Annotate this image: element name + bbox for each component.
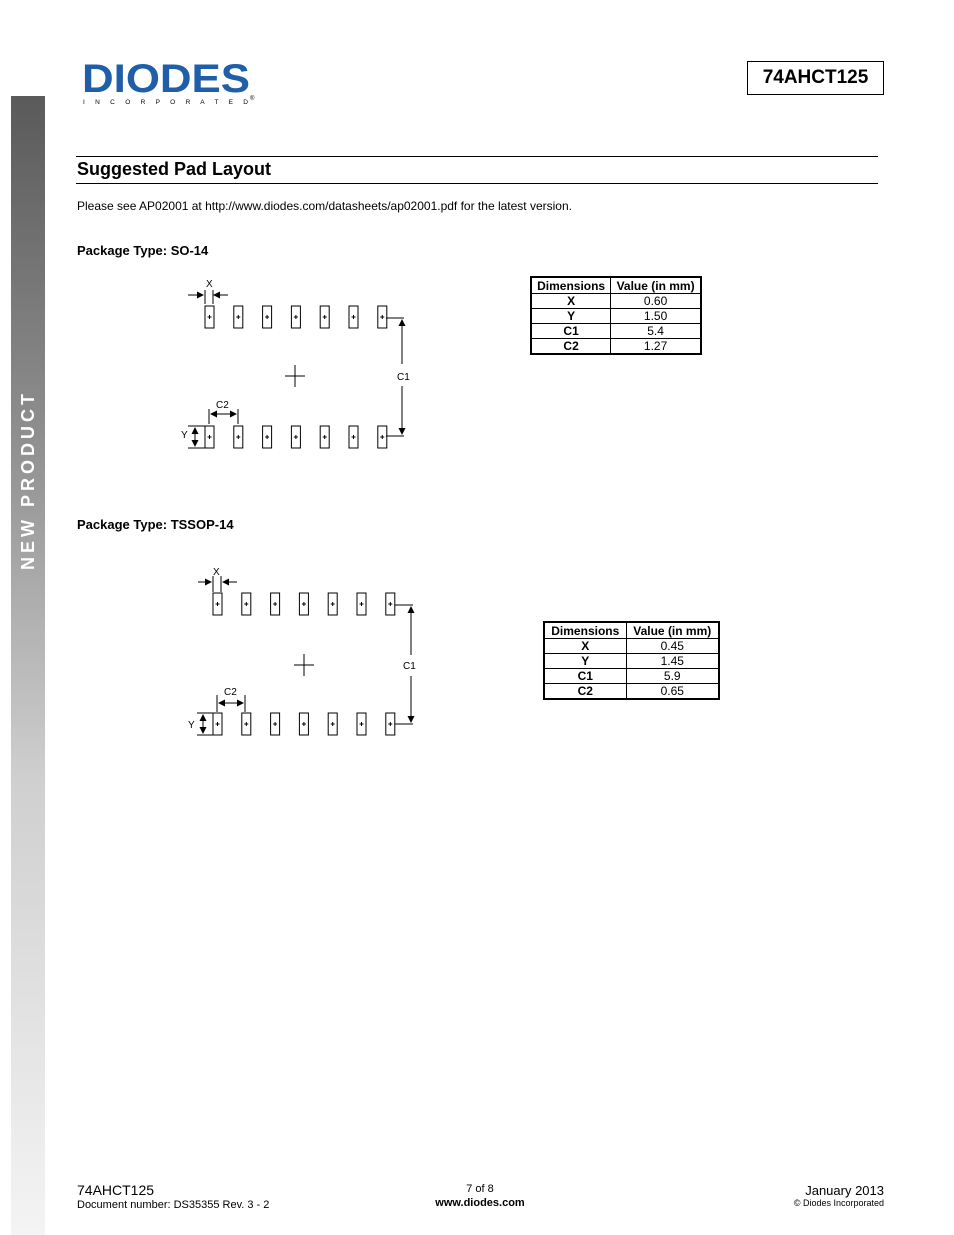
value-cell: 1.50	[611, 309, 701, 324]
footer-page-number: 7 of 8	[466, 1183, 494, 1195]
section-title: Suggested Pad Layout	[77, 159, 272, 179]
dimension-cell: X	[531, 294, 611, 309]
footer-doc-number: Document number: DS35355 Rev. 3 - 2	[77, 1199, 270, 1211]
column-header-value: Value (in mm)	[611, 277, 701, 294]
value-cell: 0.45	[626, 639, 719, 654]
diodes-logo	[82, 60, 257, 106]
sidebar-band	[11, 96, 45, 1235]
dim-label-c2: C2	[224, 687, 237, 698]
so14-pad-diagram	[178, 272, 418, 454]
dimension-cell: Y	[544, 654, 626, 669]
value-cell: 0.65	[626, 684, 719, 700]
tssop14-dimensions-table	[543, 621, 720, 700]
footer-copyright: © Diodes Incorporated	[793, 1198, 884, 1208]
value-cell: 1.27	[611, 339, 701, 355]
package-label-tssop14: Package Type: TSSOP-14	[77, 517, 234, 532]
package-label-so14: Package Type: SO-14	[77, 243, 209, 258]
table-row	[531, 339, 701, 355]
tssop14-pad-diagram	[183, 562, 423, 744]
reference-note: Please see AP02001 at http://www.diodes.com/datasheets/ap02001.pdf for the latest version.	[77, 199, 572, 213]
dimension-cell: Y	[531, 309, 611, 324]
footer-date: January 2013	[805, 1183, 884, 1198]
dimension-cell: C1	[544, 669, 626, 684]
table-row	[531, 309, 701, 324]
dim-label-y: Y	[188, 720, 195, 731]
dim-label-c1: C1	[403, 661, 416, 672]
logo-subtitle: I N C O R P O R A T E D	[83, 99, 248, 106]
column-header-dimensions: Dimensions	[531, 277, 611, 294]
footer-part-number: 74AHCT125	[77, 1182, 155, 1198]
logo-wordmark: DIODES	[82, 60, 250, 101]
table-header-row	[544, 622, 719, 639]
dimension-cell: C2	[544, 684, 626, 700]
sidebar-label: NEW PRODUCT	[18, 390, 38, 570]
table-row	[544, 684, 719, 700]
table-header-row	[531, 277, 701, 294]
table-row	[544, 654, 719, 669]
dim-label-y: Y	[181, 430, 188, 441]
dimension-cell: C2	[531, 339, 611, 355]
table-row	[544, 639, 719, 654]
value-cell: 0.60	[611, 294, 701, 309]
so14-dimensions-table	[530, 276, 702, 355]
table-row	[531, 294, 701, 309]
value-cell: 5.9	[626, 669, 719, 684]
dim-label-x: X	[213, 567, 220, 578]
dim-label-c1: C1	[397, 372, 410, 383]
value-cell: 1.45	[626, 654, 719, 669]
section-rule-bottom	[76, 183, 878, 184]
part-number-box: 74AHCT125	[747, 61, 884, 95]
table-row	[544, 669, 719, 684]
value-cell: 5.4	[611, 324, 701, 339]
dimension-cell: C1	[531, 324, 611, 339]
dim-label-x: X	[206, 279, 213, 290]
table-row	[531, 324, 701, 339]
dim-label-c2: C2	[216, 400, 229, 411]
column-header-dimensions: Dimensions	[544, 622, 626, 639]
footer-website-link[interactable]: www.diodes.com	[435, 1197, 525, 1209]
registered-mark: ®	[250, 96, 255, 102]
dimension-cell: X	[544, 639, 626, 654]
column-header-value: Value (in mm)	[626, 622, 719, 639]
section-rule-top	[76, 156, 878, 157]
